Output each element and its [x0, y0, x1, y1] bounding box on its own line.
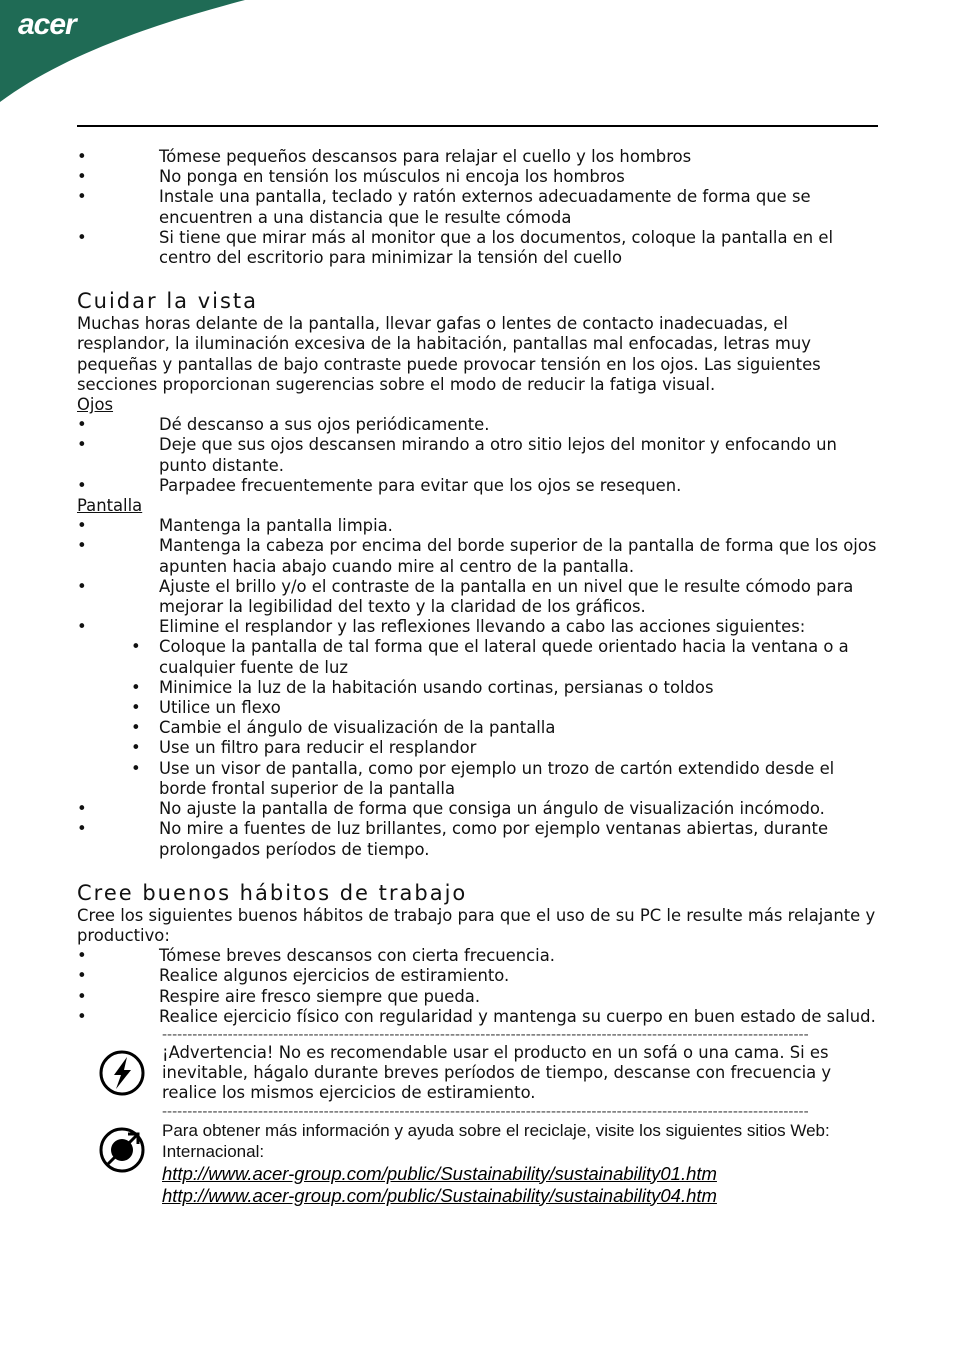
list-item: • Mantenga la pantalla limpia. — [77, 516, 393, 536]
vista-intro: Muchas horas delante de la pantalla, llevar gafas o lentes de contacto inadecuadas, el resplandor, la iluminación excesiva de la habitación, pantallas mal enfocadas, letras muy pequeñas y pantallas de bajo contraste puede provocar tensión en los ojos. Las siguientes secciones proporcionan sugerencias sobre el modo de reducir la fatiga visual. — [77, 314, 821, 394]
sub-list-item: • Coloque la pantalla de tal forma que el lateral quede orientado hacia la ventana o a cualquier fuente de luz — [131, 637, 849, 677]
recycle-link-2[interactable]: http://www.acer-group.com/public/Sustainability/sustainability04.htm — [162, 1184, 717, 1206]
warning-text: ¡Advertencia! No es recomendable usar el producto en un sofá o una cama. Si es inevitable, hágalo durante breves períodos de tiempo, descanse con frecuencia y realice los mismos ejercicios de estiramiento. — [162, 1042, 832, 1103]
recycle-note — [77, 1120, 877, 1207]
recycle-label: Internacional: — [162, 1142, 265, 1162]
lightning-warning-icon — [98, 1049, 146, 1097]
list-item: • No ponga en tensión los músculos ni encoja los hombros — [77, 167, 625, 187]
list-item: • Ajuste el brillo y/o el contraste de la pantalla en un nivel que le resulte cómodo para mejorar la legibilidad del texto y la claridad de los gráficos. — [77, 576, 854, 617]
acer-logo-text: acer — [18, 8, 76, 41]
list-item: • Realice ejercicio físico con regularidad y mantenga su cuerpo en buen estado de salud. — [77, 1006, 876, 1026]
sub-list-item: • Utilice un flexo — [131, 698, 281, 718]
list-item: • Tómese breves descansos con cierta frecuencia. — [77, 946, 555, 966]
list-item: • Deje que sus ojos descansen mirando a otro sitio lejos del monitor y enfocando un punto distante. — [77, 435, 837, 475]
recycle-text: Para obtener más información y ayuda sobre el reciclaje, visite los siguientes sitios Web: — [162, 1120, 830, 1140]
header-rule — [77, 125, 878, 127]
sub-list-item: • Use un filtro para reducir el resplandor — [131, 738, 477, 758]
sub-list-item: • Cambie el ángulo de visualización de la pantalla — [131, 718, 556, 738]
section-heading-habitos: Cree buenos hábitos de trabajo — [77, 880, 468, 905]
document-body — [77, 147, 877, 1207]
sub-list-item: • Use un visor de pantalla, como por ejemplo un trozo de cartón extendido desde el borde frontal superior de la pantalla — [131, 758, 835, 798]
list-item: • Instale una pantalla, teclado y ratón externos adecuadamente de forma que se encuentren a una distancia que le resulte cómoda — [77, 187, 811, 227]
list-item: • Elimine el resplandor y las reflexiones llevando a cabo las acciones siguientes: — [77, 617, 806, 637]
list-item: • Dé descanso a sus ojos periódicamente. — [77, 415, 490, 435]
habitos-intro: Cree los siguientes buenos hábitos de trabajo para que el uso de su PC le resulte más relajante y productivo: — [77, 905, 876, 945]
subheading-ojos: Ojos — [77, 395, 114, 415]
list-item: • Parpadee frecuentemente para evitar que los ojos se resequen. — [77, 475, 682, 495]
sub-list-item: • Minimice la luz de la habitación usando cortinas, persianas o toldos — [131, 677, 714, 697]
recycle-link-1[interactable]: http://www.acer-group.com/public/Sustainability/sustainability01.htm — [162, 1162, 717, 1184]
list-item: • Respire aire fresco siempre que pueda. — [77, 986, 481, 1006]
separator: -------------------------------------------------------------------------------------------------------------------------------- — [162, 1103, 809, 1120]
subheading-pantalla: Pantalla — [77, 496, 143, 516]
list-item: • Mantenga la cabeza por encima del borde superior de la pantalla de forma que los ojos apunten hacia abajo cuando mire al centro de la pantalla. — [77, 536, 877, 576]
list-item: • Realice algunos ejercicios de estiramiento. — [77, 966, 510, 986]
recycle-info-icon — [98, 1126, 146, 1174]
separator: -------------------------------------------------------------------------------------------------------------------------------- — [162, 1026, 809, 1043]
section-heading-vista: Cuidar la vista — [77, 289, 258, 314]
warning-note — [77, 1043, 877, 1104]
list-item: • No ajuste la pantalla de forma que consiga un ángulo de visualización incómodo. — [77, 799, 825, 819]
list-item: • Tómese pequeños descansos para relajar el cuello y los hombros — [77, 147, 692, 166]
list-item: • No mire a fuentes de luz brillantes, como por ejemplo ventanas abiertas, durante prolongados períodos de tiempo. — [77, 819, 829, 859]
list-item: • Si tiene que mirar más al monitor que a los documentos, coloque la pantalla en el centro del escritorio para minimizar la tensión del cuello — [77, 227, 834, 268]
